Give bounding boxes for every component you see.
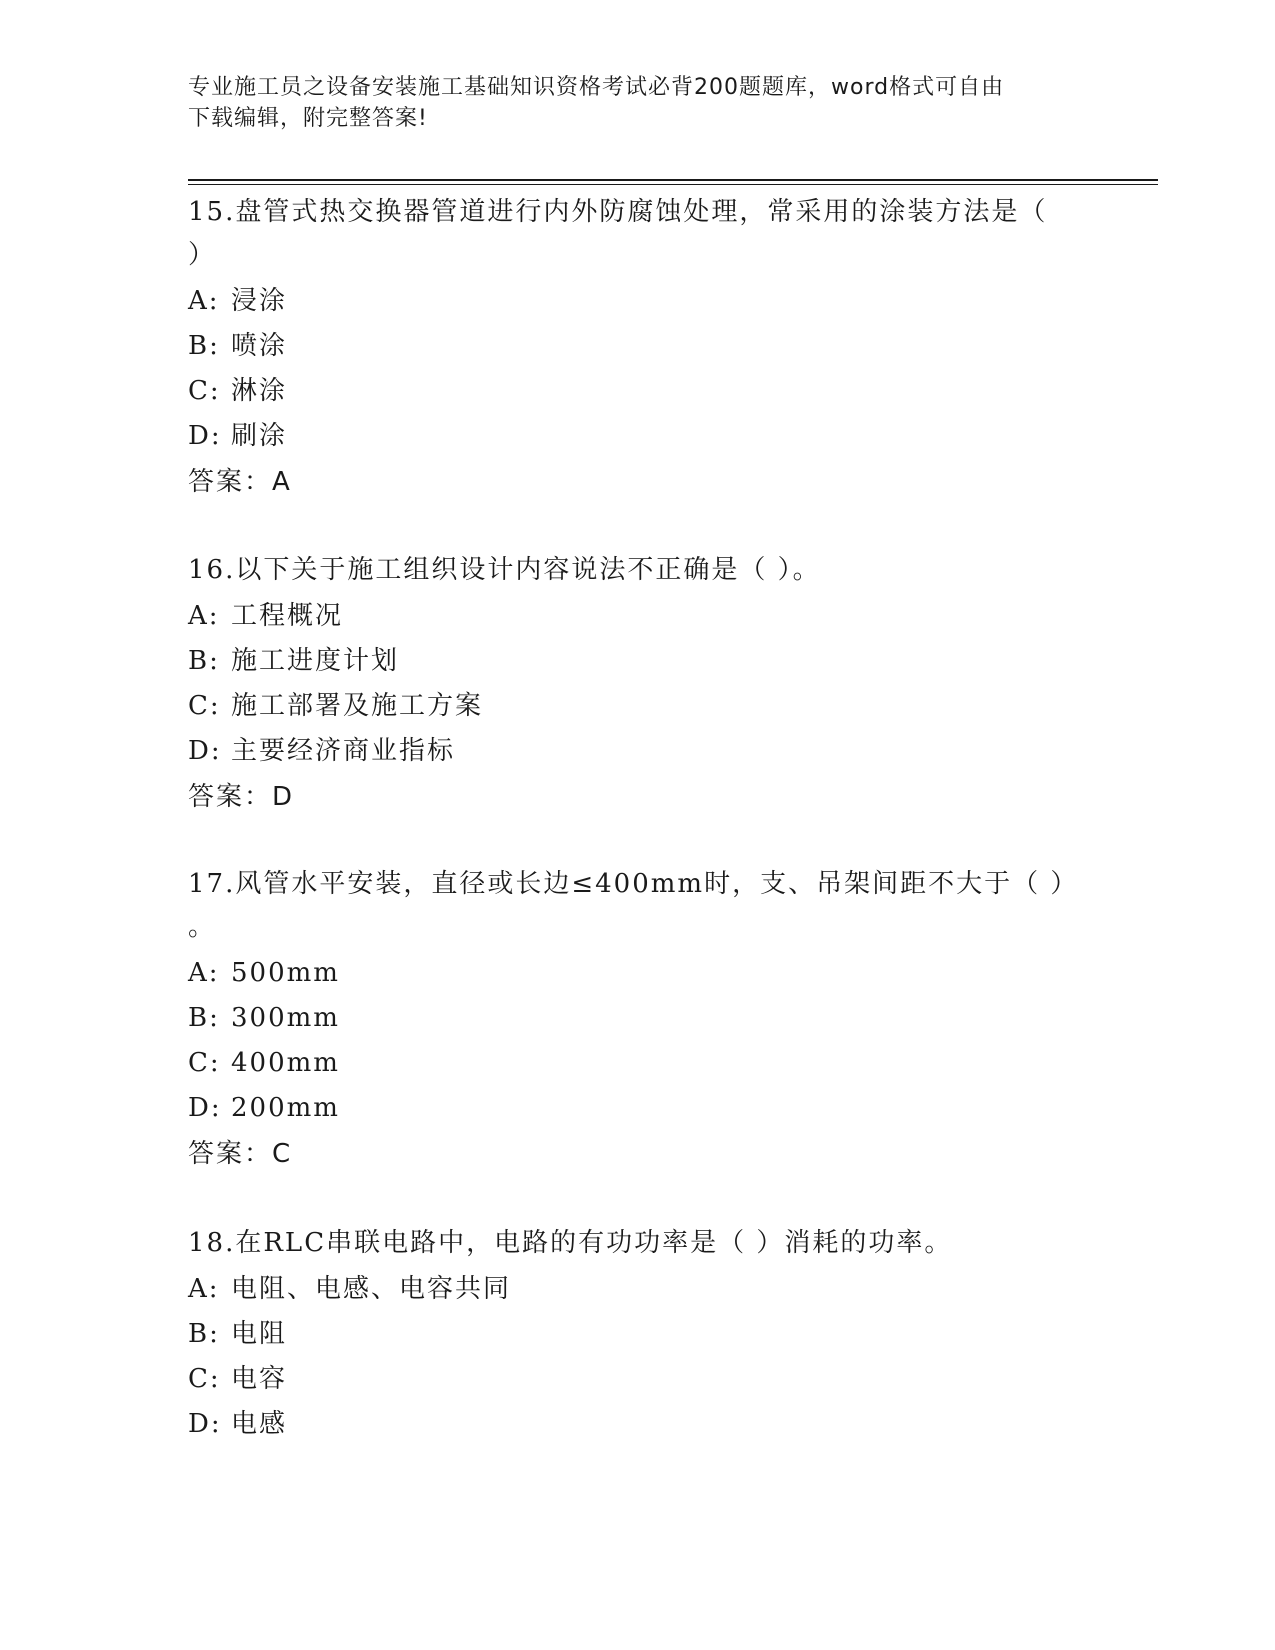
document-header [188,72,1088,134]
option-a [188,951,1088,996]
option-a [188,594,1088,639]
option-d [188,414,1088,459]
option-b [188,996,1088,1041]
answer-line: 答案：C [188,1139,293,1169]
option-letter: D: [188,1409,222,1439]
question-18 [188,1222,1088,1447]
option-text: 电感 [231,1409,288,1439]
option-text: 浸涂 [231,286,288,316]
question-stem-line: 17.风管水平安装，直径或长边≤400mm时，支、吊架间距不大于（ ） [188,869,1079,899]
option-letter: C: [188,376,221,406]
option-text: 主要经济商业指标 [231,736,456,766]
option-text: 400mm [231,1048,340,1078]
option-b [188,324,1088,369]
option-text: 淋涂 [231,376,288,406]
header-line-1: 专业施工员之设备安装施工基础知识资格考试必背200题题库，word格式可自由 [188,75,1005,100]
question-stem-line: ） [188,240,217,270]
header-divider-thin [188,184,1158,185]
option-letter: B: [188,331,220,361]
option-letter: B: [188,1319,220,1349]
question-stem [188,1222,1088,1265]
option-text: 施工进度计划 [231,646,400,676]
option-text: 电容 [231,1364,288,1394]
option-text: 500mm [231,958,340,988]
option-a [188,1267,1088,1312]
question-stem [188,191,1088,277]
option-text: 施工部署及施工方案 [231,691,484,721]
option-text: 300mm [231,1003,340,1033]
question-17 [188,863,1088,1177]
option-text: 电阻 [231,1319,288,1349]
question-stem-line: 。 [188,912,217,942]
option-letter: A: [188,601,220,631]
option-c [188,1041,1088,1086]
option-text: 刷涂 [231,421,288,451]
option-d [188,1402,1088,1447]
header-line-2: 下载编辑，附完整答案! [188,106,428,131]
option-b [188,639,1088,684]
option-letter: A: [188,286,220,316]
option-c [188,369,1088,414]
question-stem [188,863,1088,949]
question-16 [188,549,1088,820]
option-letter: C: [188,691,221,721]
option-c [188,684,1088,729]
option-letter: C: [188,1048,221,1078]
option-b [188,1312,1088,1357]
option-text: 电阻、电感、电容共同 [231,1274,512,1304]
question-15 [188,191,1088,505]
option-text: 200mm [231,1093,340,1123]
option-text: 工程概况 [231,601,344,631]
option-letter: A: [188,958,220,988]
answer-line: 答案：A [188,467,292,497]
option-letter: D: [188,421,222,451]
option-letter: B: [188,646,220,676]
question-stem-line: 18.在RLC串联电路中，电路的有功功率是（ ）消耗的功率。 [188,1228,953,1258]
option-letter: D: [188,1093,222,1123]
option-d [188,1086,1088,1131]
answer-line: 答案：D [188,782,295,812]
option-letter: D: [188,736,222,766]
option-letter: C: [188,1364,221,1394]
question-stem [188,549,1088,592]
option-a [188,279,1088,324]
question-stem-line: 15.盘管式热交换器管道进行内外防腐蚀处理，常采用的涂装方法是（ [188,197,1048,227]
option-text: 喷涂 [231,331,288,361]
header-divider-thick [188,179,1158,181]
option-letter: B: [188,1003,220,1033]
question-stem-line: 16.以下关于施工组织设计内容说法不正确是（ ）。 [188,555,821,585]
option-c [188,1357,1088,1402]
option-letter: A: [188,1274,220,1304]
option-d [188,729,1088,774]
